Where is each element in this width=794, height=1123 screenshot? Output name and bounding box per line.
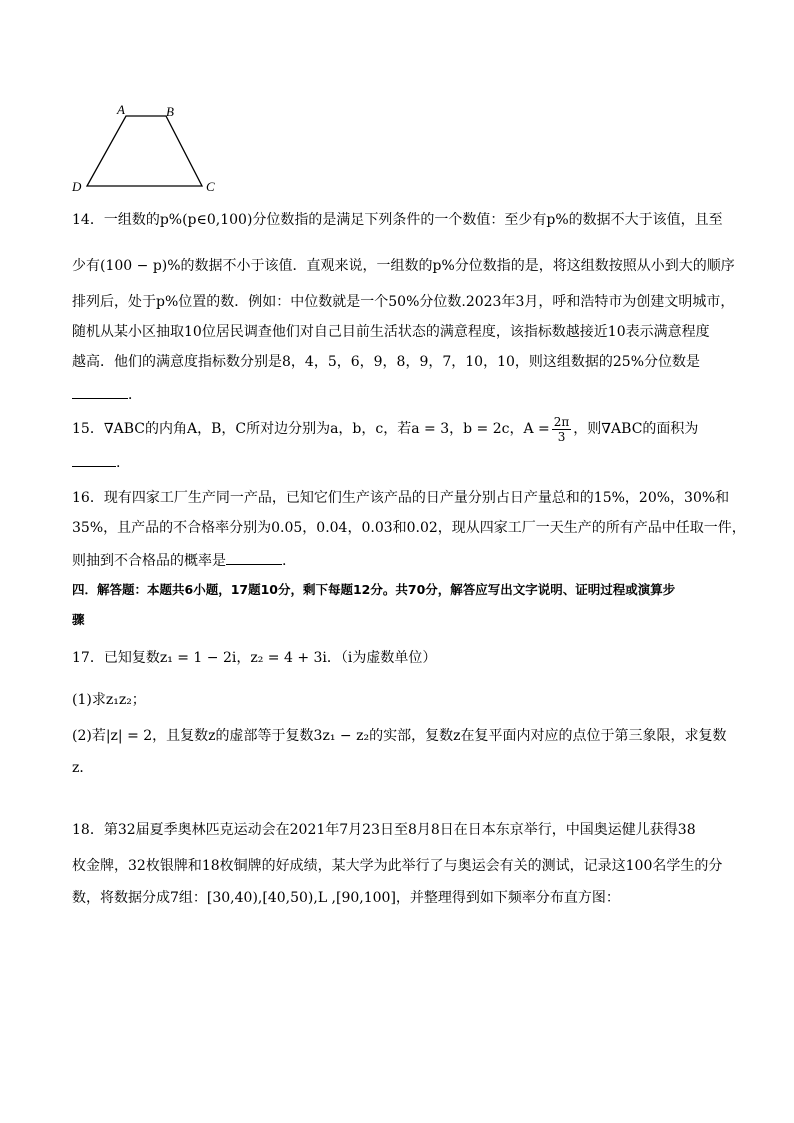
q18-line-2: 枚金牌，32枚银牌和18枚铜牌的好成绩，某大学为此举行了与奥运会有关的测试，记录这100名学生的分 bbox=[72, 858, 723, 874]
vertex-label-b: B bbox=[166, 104, 174, 119]
q15-answer-blank[interactable] bbox=[72, 452, 116, 467]
q15-text-post: ，则∇ABC的面积为 bbox=[573, 421, 699, 437]
q15-answer-line bbox=[72, 452, 120, 473]
q14-line-5: 越高．他们的满意度指标数分别是8，4，5，6，9，8，9，7，10，10，则这组数据的25%分位数是 bbox=[72, 354, 701, 370]
vertex-label-d: D bbox=[72, 179, 82, 194]
q17-line-1: 17．已知复数z₁ = 1 − 2i，z₂ = 4 + 3i．（i为虚数单位） bbox=[72, 650, 437, 666]
q16-answer-blank[interactable] bbox=[226, 550, 282, 565]
q17-part-2: (2)若|z| = 2，且复数z的虚部等于复数3z₁ − z₂的实部，复数z在复平面内对应的点位于第三象限，求复数 bbox=[72, 728, 727, 744]
q16-text-pre: 则抽到不合格品的概率是 bbox=[72, 553, 226, 569]
q14-line-4: 随机从某小区抽取10位居民调查他们对自己目前生活状态的满意程度，该指标数越接近10表示满意程度 bbox=[72, 324, 710, 340]
q15-text-pre: 15．∇ABC的内角A，B，C所对边分别为a，b，c，若a = 3，b = 2c，A = bbox=[72, 421, 550, 437]
q17-part-1: (1)求z₁z₂； bbox=[72, 692, 146, 708]
q18-line-3: 数，将数据分成7组：[30,40),[40,50),L ,[90,100]，并整理得到如下频率分布直方图： bbox=[72, 890, 620, 906]
trapezoid-shape bbox=[87, 116, 202, 186]
q16-line-1: 16．现有四家工厂生产同一产品，已知它们生产该产品的日产量分别占日产量总和的15%，20%，30%和 bbox=[72, 490, 730, 506]
q16-line-2: 35%，且产品的不合格率分别为0.05，0.04，0.03和0.02，现从四家工厂一天生产的所有产品中任取一件， bbox=[72, 520, 746, 536]
vertex-label-a: A bbox=[117, 102, 125, 117]
q15-frac-num: 2π bbox=[553, 414, 570, 429]
trapezoid-figure bbox=[68, 100, 228, 200]
q15-line-1 bbox=[72, 414, 698, 444]
q14-line-3: 排列后，处于p%位置的数．例如：中位数就是一个50%分位数.2023年3月，呼和浩特市为创建文明城市， bbox=[72, 294, 735, 310]
q14-answer-end: ． bbox=[128, 387, 142, 403]
q17-part-2-cont: z． bbox=[72, 760, 94, 776]
section-4-heading: 四．解答题：本题共6小题，17题10分，剩下每题12分。共70分，解答应写出文字说明、证明过程或演算步 bbox=[72, 582, 676, 597]
vertex-label-c: C bbox=[206, 179, 215, 194]
q18-line-1: 18．第32届夏季奥林匹克运动会在2021年7月23日至8月8日在日本东京举行，中国奥运健儿获得38 bbox=[72, 822, 696, 838]
q15-answer-end: . bbox=[116, 455, 121, 471]
q16-answer-end: . bbox=[282, 553, 287, 569]
section-4-heading-cont: 骤 bbox=[72, 612, 85, 627]
q14-line-1: 14．一组数的p%(p∈0,100)分位数指的是满足下列条件的一个数值：至少有p%的数据不大于该值，且至 bbox=[72, 212, 723, 228]
q15-angle-fraction bbox=[552, 415, 572, 444]
q14-line-2: 少有(100 − p)%的数据不小于该值．直观来说，一组数的p%分位数指的是，将这组数按照从小到大的顺序 bbox=[72, 258, 735, 274]
q15-frac-den: 3 bbox=[557, 429, 566, 444]
q14-answer-blank[interactable] bbox=[72, 384, 128, 399]
q16-line-3 bbox=[72, 550, 286, 571]
q14-answer-line bbox=[72, 384, 142, 405]
